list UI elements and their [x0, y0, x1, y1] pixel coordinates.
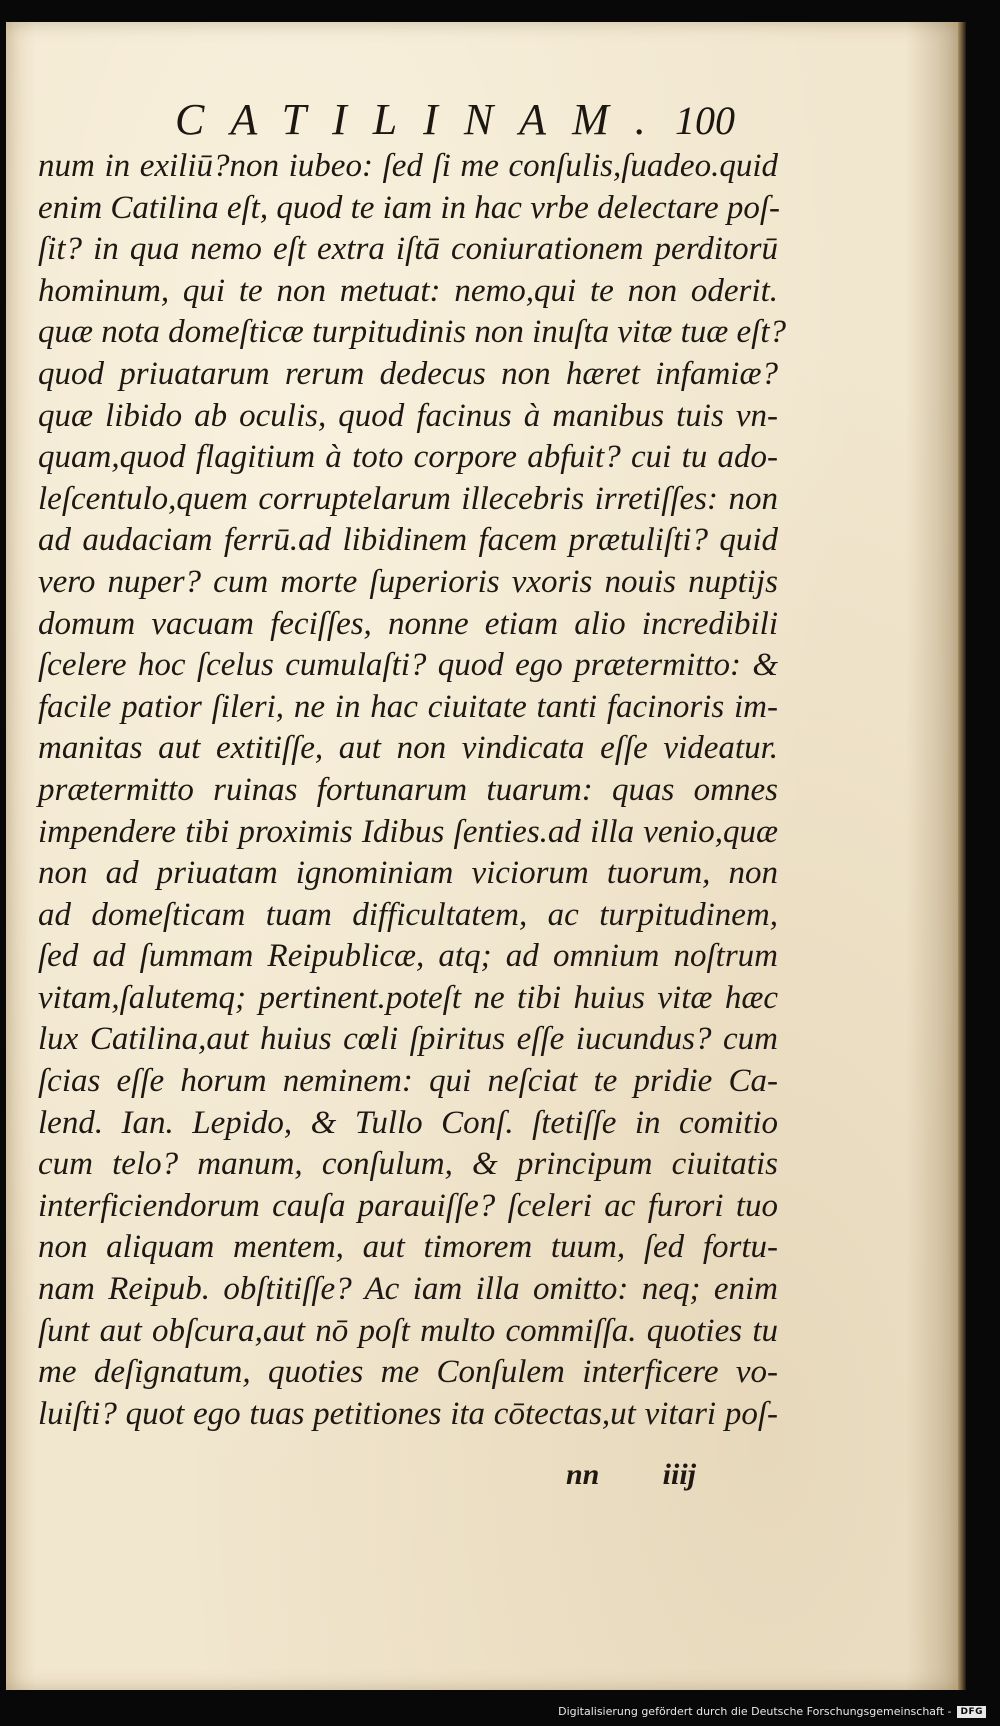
text-line: quæ nota domeſticæ turpitudinis non inuſta vitæ tuæ eſt?: [38, 314, 787, 351]
text-line: ſed ad ſummam Reipublicæ, atq; ad omnium noſtrum: [38, 938, 778, 975]
text-line: manitas aut extitiſſe, aut non vindicata eſſe videatur.: [38, 730, 778, 767]
text-line: ſunt aut obſcura,aut nō poſt multo commiſſa. quoties tu: [38, 1312, 778, 1349]
text-line: ad audaciam ferrū.ad libidinem facem prætuliſti? quid: [38, 522, 778, 559]
text-line: non aliquam mentem, aut timorem tuum, ſed fortu-: [38, 1229, 778, 1266]
page-edge: [958, 22, 966, 1690]
text-line: num in exiliū?non iubeo: ſed ſi me conſulis,ſuadeo.quid: [38, 148, 778, 184]
text-line: ſcias eſſe horum neminem: qui neſciat te pridie Ca-: [38, 1063, 778, 1100]
text-line: ſit? in qua nemo eſt extra iſtā coniurationem perditorū: [38, 231, 778, 268]
dfg-logo-icon: DFG: [957, 1706, 986, 1718]
page-number: 100: [675, 98, 735, 143]
text-line: nam Reipub. obſtitiſſe? Ac iam illa omitto: neq; enim: [38, 1271, 778, 1308]
text-line: vero nuper? cum morte ſuperioris vxoris nouis nuptijs: [38, 563, 778, 600]
text-line: enim Catilina eſt, quod te iam in hac vrbe delectare poſ-: [38, 189, 781, 226]
text-line: lend. Ian. Lepido, & Tullo Conſ. ſtetiſſe in comitio: [38, 1104, 778, 1141]
running-head: [175, 92, 735, 148]
text-line: cum telo? manum, conſulum, & principum ciuitatis: [38, 1146, 778, 1183]
signature-mark: [566, 1458, 696, 1492]
text-line: domum vacuam feciſſes, nonne etiam alio incredibili: [38, 605, 778, 642]
footer-credit: Digitalisierung gefördert durch die Deutsche Forschungsgemeinschaft -: [558, 1705, 952, 1718]
text-line: prætermitto ruinas fortunarum tuarum: quas omnes: [38, 771, 778, 808]
text-line: quod priuatarum rerum dedecus non hæret infamiæ?: [38, 355, 778, 392]
text-line: vitam,ſalutemq; pertinent.poteſt ne tibi huius vitæ hæc: [38, 979, 778, 1016]
text-line: ad domeſticam tuam difficultatem, ac turpitudinem,: [38, 896, 778, 933]
text-line: ſcelere hoc ſcelus cumulaſti? quod ego prætermitto: &: [38, 647, 778, 684]
signature-number: iiij: [662, 1458, 696, 1491]
text-line: interficiendorum cauſa parauiſſe? ſceleri ac furori tuo: [38, 1187, 778, 1224]
text-line: quam,quod flagitium à toto corpore abfuit? cui tu ado-: [38, 439, 778, 476]
digitization-footer: [558, 1705, 986, 1718]
text-line: lux Catilina,aut huius cœli ſpiritus eſſe iucundus? cum: [38, 1021, 778, 1058]
text-line: impendere tibi proximis Idibus ſenties.ad illa venio,quæ: [38, 813, 778, 850]
text-line: quæ libido ab oculis, quod facinus à manibus tuis vn-: [38, 397, 778, 434]
running-title: CATILINAM.: [175, 95, 672, 144]
signature-letters: nn: [566, 1458, 600, 1491]
text-line: facile patior ſileri, ne in hac ciuitate tanti facinoris im-: [38, 688, 778, 725]
text-line: hominum, qui te non metuat: nemo,qui te non oderit.: [38, 272, 778, 309]
text-line: non ad priuatam ignominiam viciorum tuorum, non: [38, 855, 778, 892]
text-line: me deſignatum, quoties me Conſulem interficere vo-: [38, 1354, 778, 1391]
text-line: luiſti? quot ego tuas petitiones ita cōtectas,ut vitari poſ-: [38, 1395, 778, 1432]
text-block: [38, 146, 787, 1435]
text-line: leſcentulo,quem corruptelarum illecebris irretiſſes: non: [38, 480, 778, 517]
